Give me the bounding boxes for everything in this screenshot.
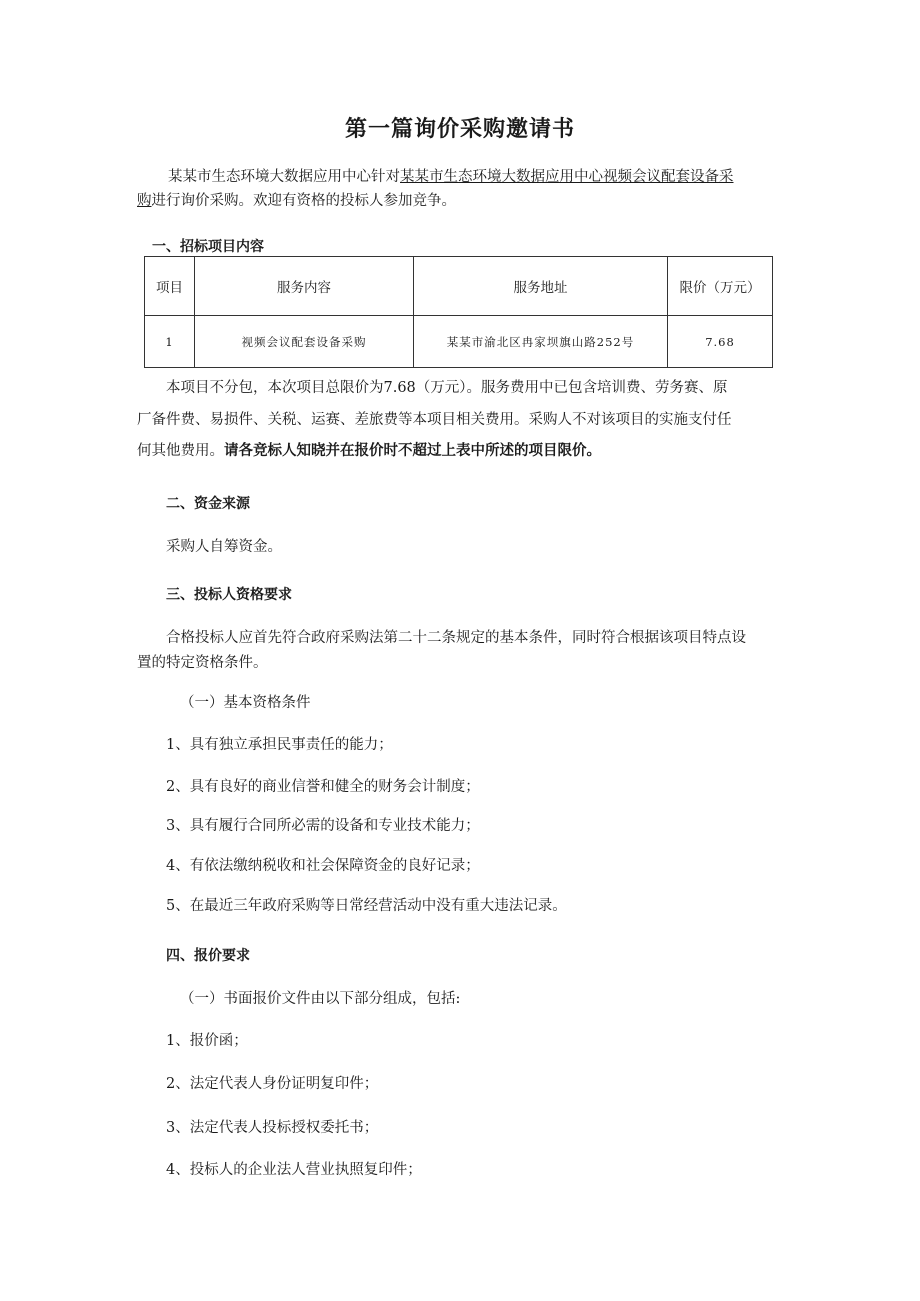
list-item: 3、具有履行合同所必需的设备和专业技术能力； xyxy=(166,818,480,834)
list-item: 3、法定代表人投标授权委托书； xyxy=(166,1120,379,1136)
section-3-sub-heading: （一）基本资格条件 xyxy=(180,695,311,711)
section-2-heading: 二、资金来源 xyxy=(166,496,250,512)
section-4-sub-heading: （一）书面报价文件由以下部分组成，包括: xyxy=(180,991,461,1007)
table-cell-item-no: 1 xyxy=(145,316,195,368)
table-header-row xyxy=(145,257,773,316)
list-item: 5、在最近三年政府采购等日常经营活动中没有重大违法记录。 xyxy=(166,898,567,914)
table-cell-service: 视频会议配套设备采购 xyxy=(195,316,414,368)
page-title: 第一篇询价采购邀请书 xyxy=(344,117,575,142)
table-header-cell: 服务内容 xyxy=(195,257,414,316)
table-cell-address: 某某市渝北区冉家坝旗山路252号 xyxy=(414,316,668,368)
note-line-2: 厂备件费、易损件、关税、运赛、差旅费等本项目相关费用。采购人不对该项目的实施支付任 xyxy=(137,412,732,428)
note-line-3-prefix: 何其他费用。 xyxy=(137,443,224,459)
table-header-cell: 限价（万元） xyxy=(668,257,773,316)
intro-prefix: 某某市生态环境大数据应用中心针对 xyxy=(168,169,400,185)
list-item: 4、投标人的企业法人营业执照复印件； xyxy=(166,1162,422,1178)
note-line-3-bold: 请各竞标人知晓并在报价时不超过上表中所述的项目限价。 xyxy=(224,443,601,459)
section-4-heading: 四、报价要求 xyxy=(166,948,250,964)
section-3-para-line-2: 置的特定资格条件。 xyxy=(137,655,268,671)
list-item: 1、具有独立承担民事责任的能力； xyxy=(166,737,393,753)
table-header-cell: 项目 xyxy=(145,257,195,316)
table-row xyxy=(145,316,773,368)
list-item: 2、法定代表人身份证明复印件； xyxy=(166,1076,379,1092)
list-item: 1、报价函； xyxy=(166,1033,248,1049)
note-line-1: 本项目不分包，本次项目总限价为7.68（万元）。服务费用中已包含培训费、劳务赛、原 xyxy=(166,380,728,396)
section-3-heading: 三、投标人资格要求 xyxy=(166,587,292,603)
intro-suffix: 进行询价采购。欢迎有资格的投标人参加竞争。 xyxy=(151,193,456,209)
note-line-3 xyxy=(137,440,601,462)
table-header-cell: 服务地址 xyxy=(414,257,668,316)
section-3-para-line-1: 合格投标人应首先符合政府采购法第二十二条规定的基本条件，同时符合根据该项目特点设 xyxy=(166,630,746,646)
table-cell-price-limit: 7.68 xyxy=(668,316,773,368)
project-table xyxy=(144,256,773,368)
section-2-text: 采购人自筹资金。 xyxy=(166,539,282,555)
project-name-underlined-end: 购 xyxy=(137,193,152,209)
intro-line-2 xyxy=(137,190,456,212)
section-1-heading: 一、招标项目内容 xyxy=(152,239,264,255)
list-item: 2、具有良好的商业信誉和健全的财务会计制度； xyxy=(166,779,480,795)
project-name-underlined: 某某市生态环境大数据应用中心视频会议配套设备采 xyxy=(400,169,734,185)
list-item: 4、有依法缴纳税收和社会保障资金的良好记录； xyxy=(166,858,480,874)
intro-line-1 xyxy=(168,166,734,188)
